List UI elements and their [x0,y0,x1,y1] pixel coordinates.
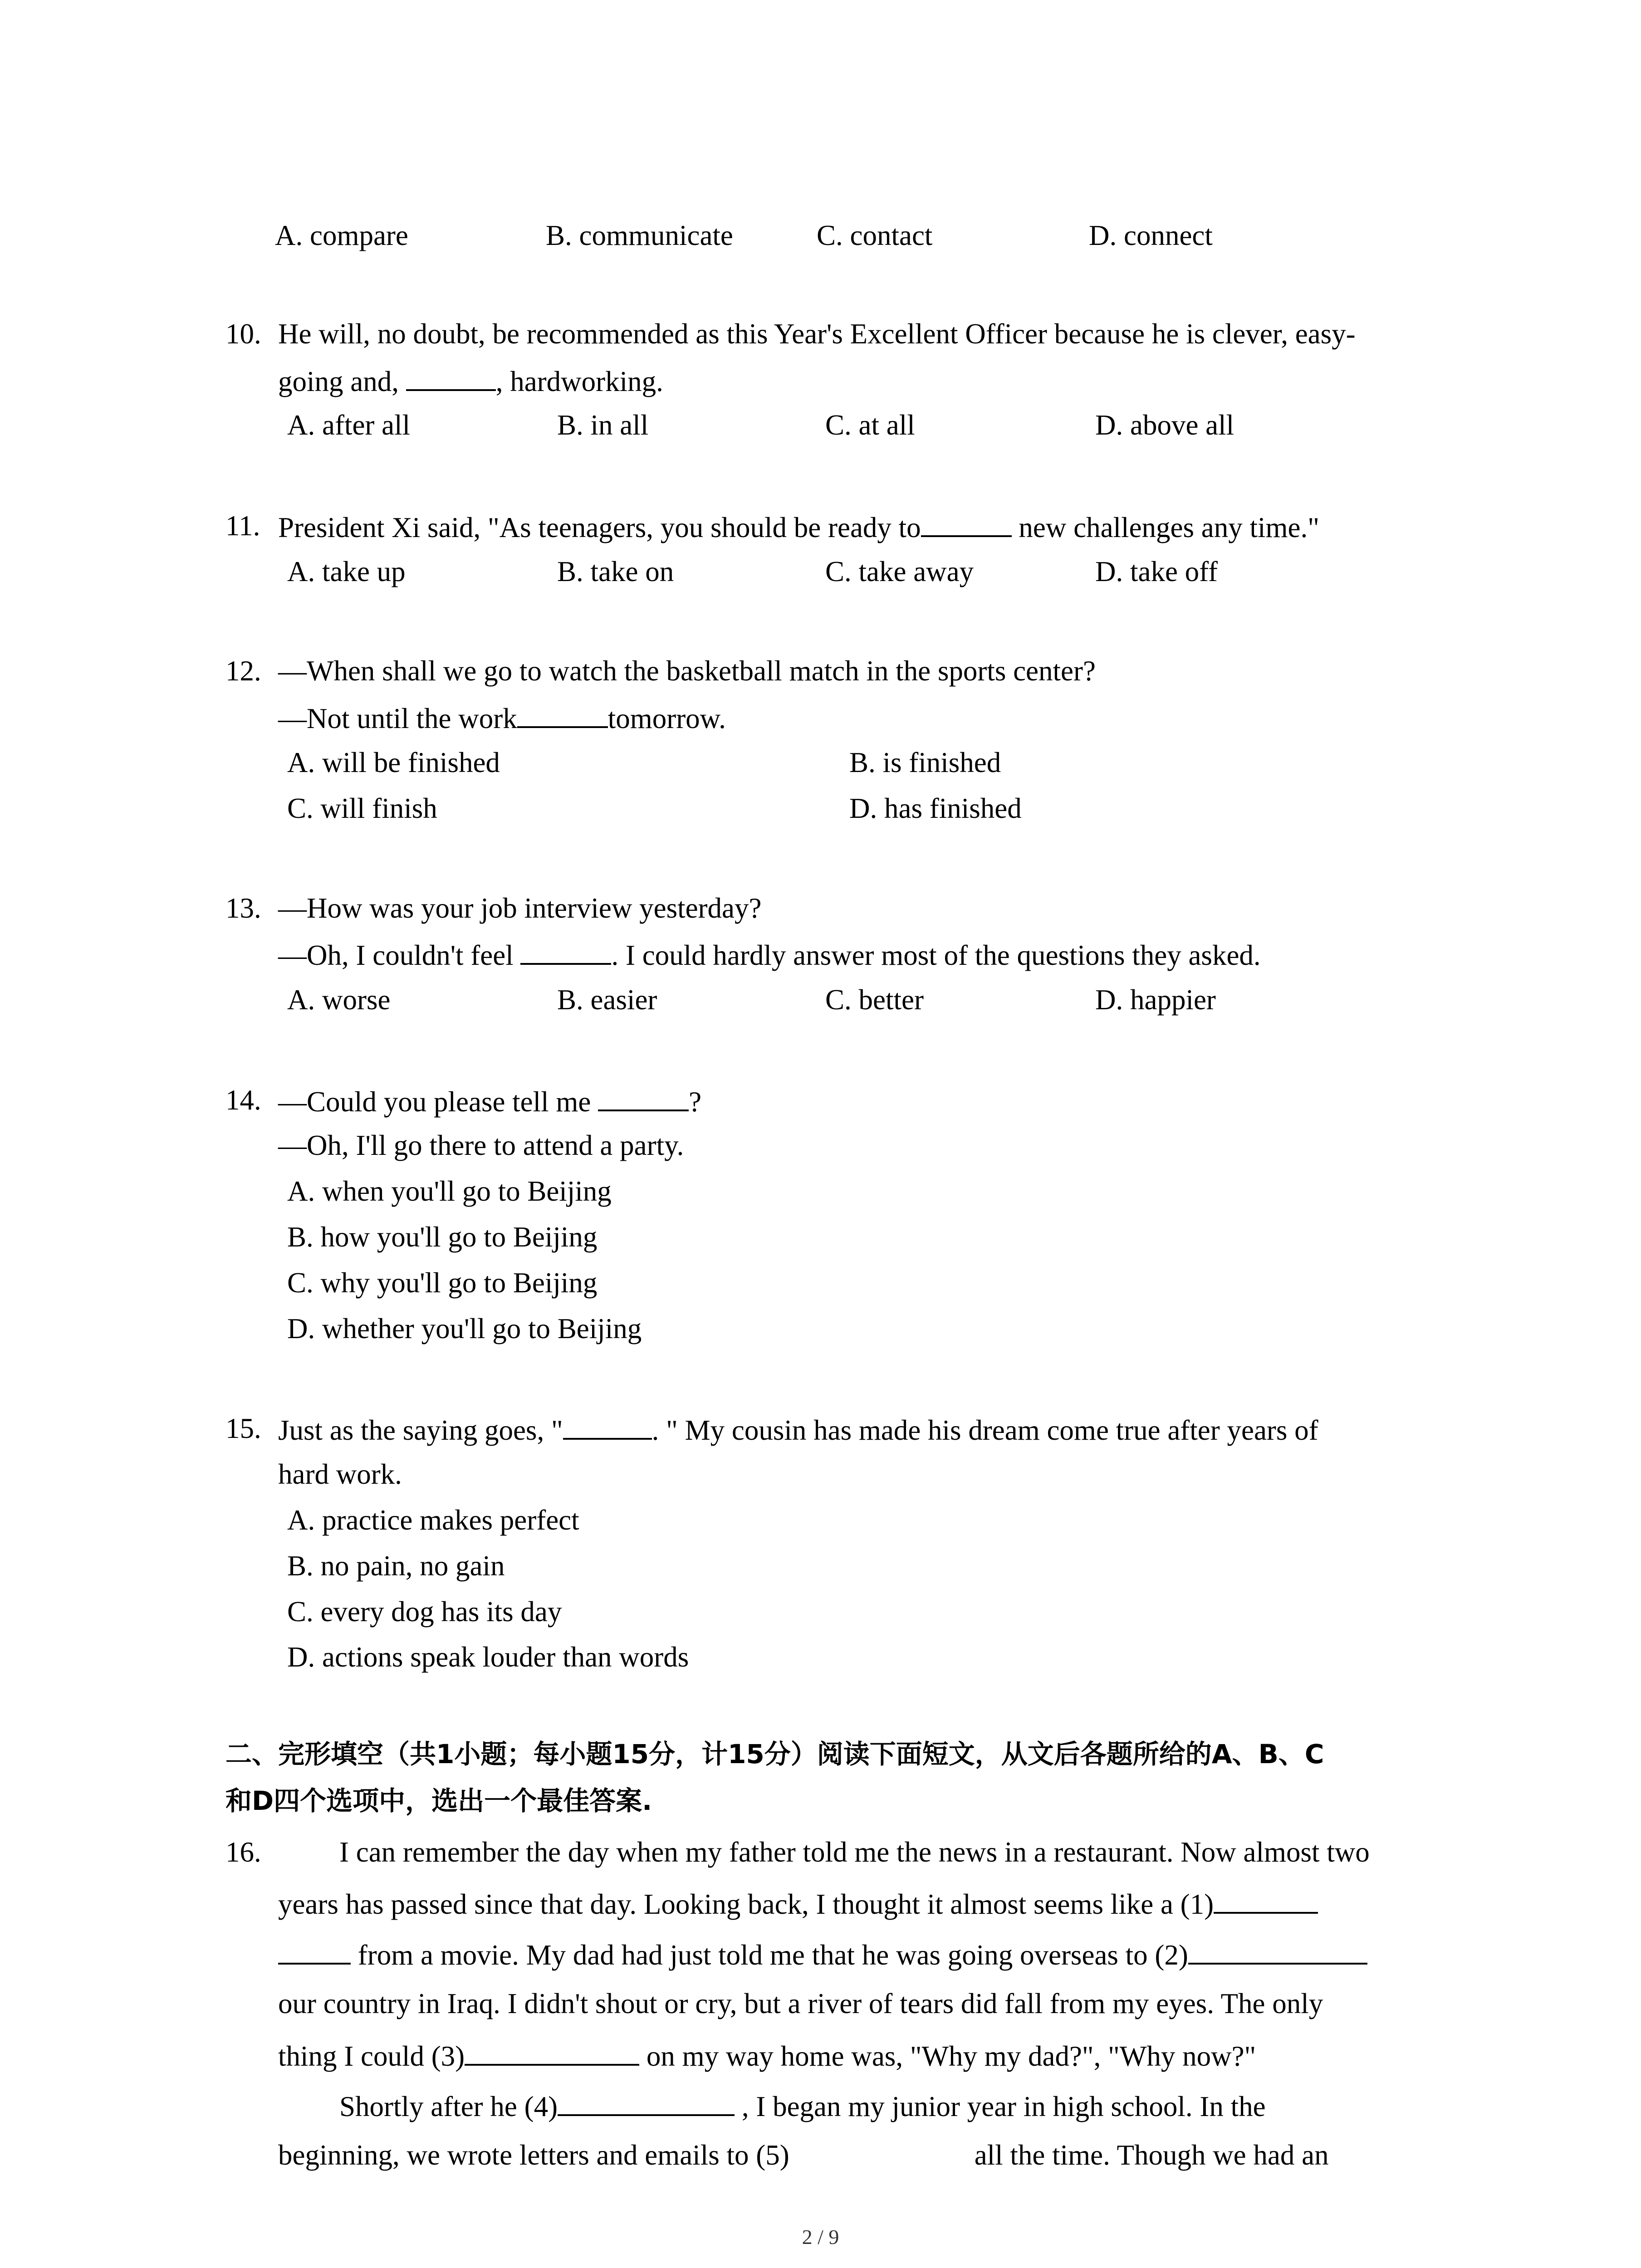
option-c: C. why you'll go to Beijing [287,1267,598,1299]
answer-blank [520,939,611,965]
option-a: A. worse [287,984,391,1016]
passage-text-part: thing I could (3) [278,2040,465,2072]
option-a: A. take up [287,556,406,587]
passage-line: I can remember the day when my father told me the news in a restaurant. Now almost two [339,1836,1370,1868]
option-a: A. after all [287,409,411,441]
question-text [278,703,726,733]
option-d: D. connect [1089,220,1213,251]
question-text-part: President Xi said, "As teenagers, you should be ready to [278,512,921,543]
passage-text-part: from a movie. My dad had just told me that he was going overseas to (2) [351,1939,1188,1971]
question-text-part: tomorrow. [607,703,726,734]
question-text [278,366,663,396]
question-text-part: ? [689,1086,702,1118]
question-number: 12. [225,655,261,687]
passage-text-part: all the time. Though we had an [974,2139,1329,2171]
question-text: —How was your job interview yesterday? [278,892,762,924]
passage-text-part: beginning, we wrote letters and emails to (5) [278,2139,789,2171]
question-text-part: . I could hardly answer most of the questions they asked. [611,939,1261,971]
answer-blank-3 [465,2040,639,2066]
section-heading-line: 和D四个选项中，选出一个最佳答案. [225,1785,652,1816]
question-number: 15. [225,1413,261,1444]
passage-text-part: on my way home was, "Why my dad?", "Why now?" [639,2040,1256,2072]
option-a: A. will be finished [287,747,500,778]
passage-line [278,1939,1367,1970]
question-number: 11. [225,510,260,542]
question-text-part: new challenges any time." [1011,512,1319,543]
passage-text-part: Shortly after he (4) [339,2091,558,2122]
option-b: B. how you'll go to Beijing [287,1221,598,1253]
question-text-part: —Oh, I couldn't feel [278,939,521,971]
passage-line [278,2040,1256,2071]
answer-blank-1-cont [278,1939,351,1965]
option-a: A. compare [275,220,408,251]
option-b: B. is finished [849,747,1001,778]
question-number: 10. [225,318,261,350]
answer-blank [563,1414,652,1440]
answer-blank-1 [1214,1888,1318,1914]
passage-line [278,1888,1318,1919]
option-c: C. at all [825,409,915,441]
option-d: D. has finished [849,792,1022,824]
option-b: B. take on [557,556,674,587]
question-text [278,1086,701,1116]
option-d: D. happier [1095,984,1216,1016]
passage-line [278,2141,1329,2170]
passage-line [339,2091,1266,2121]
question-text-part: going and, [278,366,406,397]
option-c: C. will finish [287,792,437,824]
question-text: —Oh, I'll go there to attend a party. [278,1129,684,1161]
question-text [278,939,1261,970]
question-number: 16. [225,1836,261,1868]
option-b: B. no pain, no gain [287,1550,505,1582]
option-d: D. take off [1095,556,1218,587]
question-text: hard work. [278,1458,402,1490]
option-b: B. in all [557,409,649,441]
answer-blank [598,1086,689,1111]
option-b: B. easier [557,984,657,1016]
question-text-part: —Not until the work [278,703,517,734]
answer-blank [517,703,608,728]
question-text-part: , hardworking. [495,366,663,397]
option-c: C. every dog has its day [287,1596,562,1628]
page-number: 2 / 9 [802,2225,839,2248]
option-d: D. above all [1095,409,1234,441]
answer-blank-4 [558,2091,735,2116]
option-a: A. practice makes perfect [287,1504,579,1536]
option-d: D. actions speak louder than words [287,1641,689,1673]
question-number: 13. [225,892,261,924]
answer-blank [921,512,1012,537]
option-c: C. contact [817,220,933,251]
passage-line: our country in Iraq. I didn't shout or cry, but a river of tears did fall from my eyes. The only [278,1988,1323,2019]
passage-text-part: , I began my junior year in high school. In the [735,2091,1266,2122]
question-text-part: —Could you please tell me [278,1086,598,1118]
question-text-part: . " My cousin has made his dream come true after years of [652,1414,1318,1446]
section-heading-line: 二、完形填空（共1小题；每小题15分，计15分）阅读下面短文，从文后各题所给的A、B、C [225,1739,1324,1769]
option-d: D. whether you'll go to Beijing [287,1313,642,1344]
answer-blank [406,366,496,391]
question-text [278,512,1319,542]
option-a: A. when you'll go to Beijing [287,1175,612,1207]
option-b: B. communicate [546,220,733,251]
question-number: 14. [225,1084,261,1116]
question-text: —When shall we go to watch the basketball match in the sports center? [278,655,1096,687]
question-text: He will, no doubt, be recommended as this Year's Excellent Officer because he is clever, easy- [278,318,1356,350]
passage-text-part: years has passed since that day. Looking back, I thought it almost seems like a (1) [278,1888,1214,1920]
option-c: C. take away [825,556,974,587]
question-text-part: Just as the saying goes, " [278,1414,563,1446]
question-text [278,1414,1318,1445]
option-c: C. better [825,984,924,1016]
answer-blank-2 [1188,1939,1367,1965]
